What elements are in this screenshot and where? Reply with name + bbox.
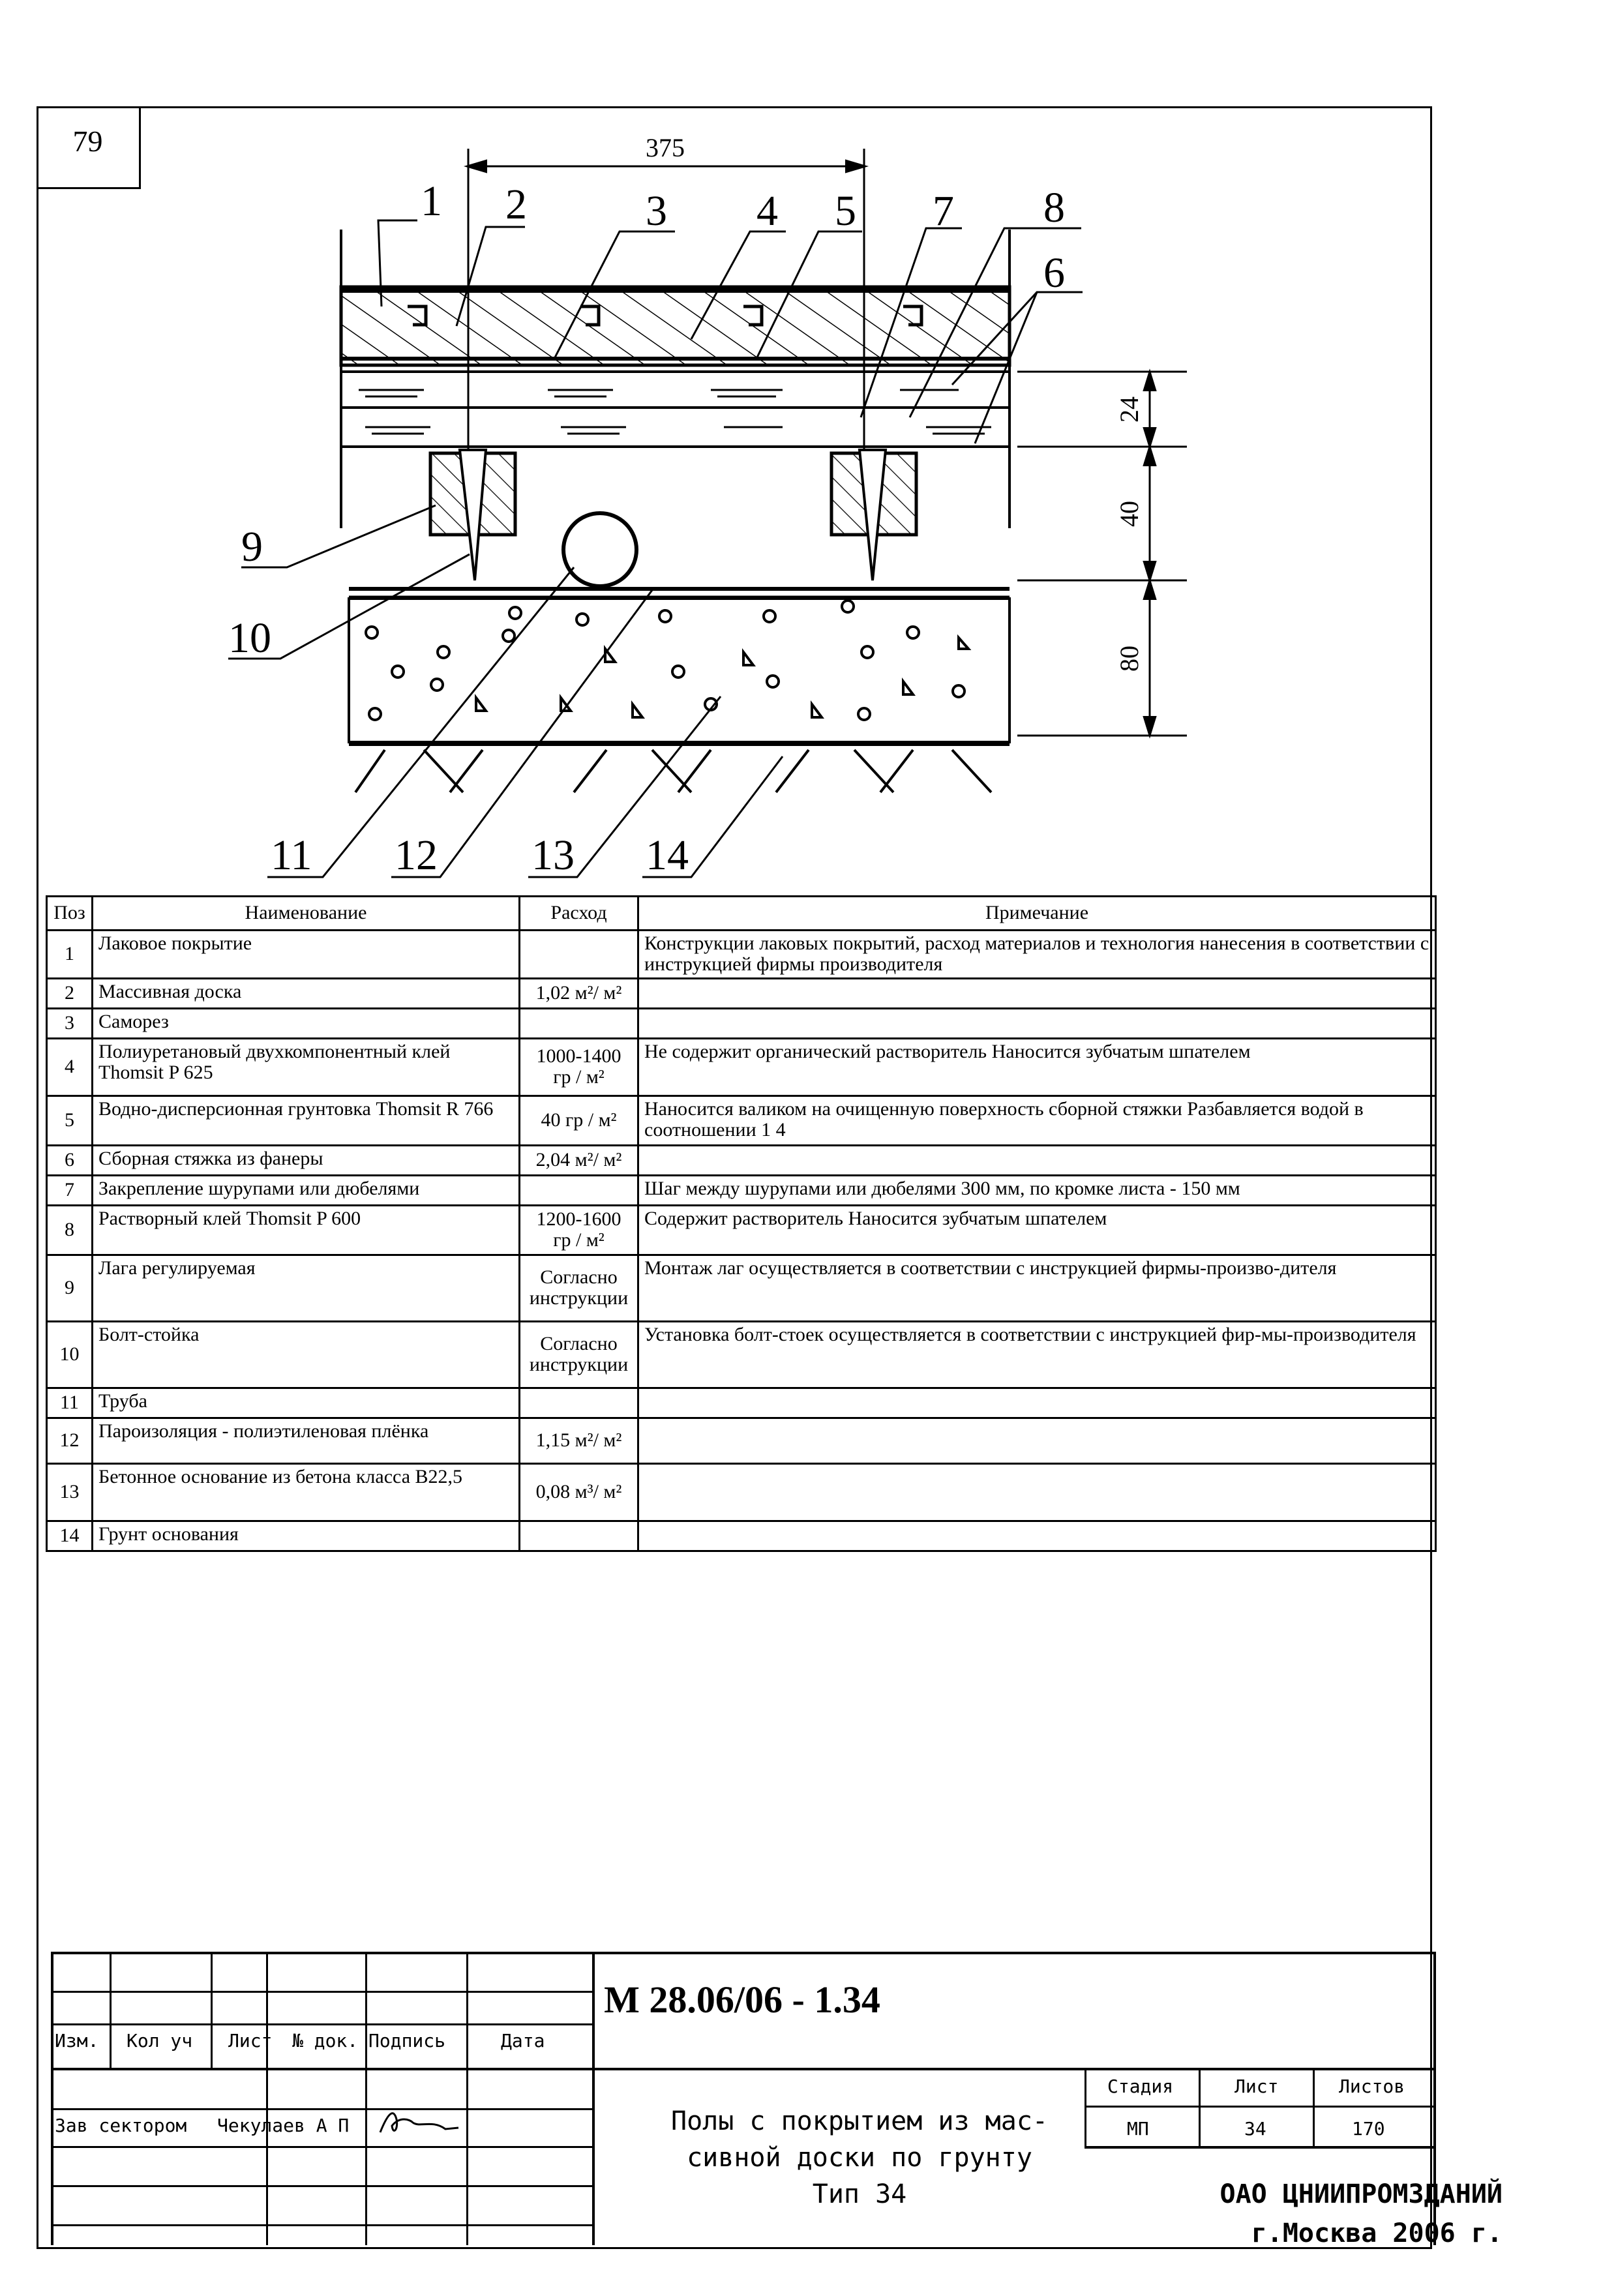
cell-name: Бетонное основание из бетона класса В22,5 [93, 1463, 520, 1521]
sheets-label: Листов [1339, 2076, 1405, 2097]
plywood-screed-layer [341, 372, 1010, 447]
cell-rate: 0,08 м³/ м² [520, 1463, 638, 1521]
cell-rate: Согласно инструкции [520, 1321, 638, 1388]
cell-rate: Согласно инструкции [520, 1255, 638, 1321]
cell-name: Закрепление шурупами или дюбелями [93, 1175, 520, 1205]
callout-10: 10 [228, 614, 271, 662]
table-row [47, 1145, 1436, 1175]
cell-pos: 3 [47, 1008, 93, 1038]
cell-name: Полиуретановый двухкомпонентный клей Thomsit P 625 [93, 1038, 520, 1096]
header-note: Примечание [638, 897, 1436, 931]
callout-13: 13 [531, 831, 575, 879]
dimension-375: 375 [646, 133, 685, 162]
org-name: ОАО ЦНИИПРОМЗДАНИЙ [1219, 2179, 1503, 2209]
cell-note: Конструкции лаковых покрытий, расход материалов и технология нанесения в соответствии с инструкцией фирмы производителя [638, 931, 1436, 979]
col-list: Лист [228, 2030, 273, 2051]
cell-pos: 4 [47, 1038, 93, 1096]
table-row [47, 1463, 1436, 1521]
cell-pos: 1 [47, 931, 93, 979]
cell-name: Труба [93, 1388, 520, 1418]
callout-1: 1 [421, 177, 442, 225]
callout-11: 11 [271, 831, 312, 879]
concrete-base [349, 599, 1010, 742]
cell-note [638, 1145, 1436, 1175]
callout-12: 12 [395, 831, 438, 879]
table-row [47, 1388, 1436, 1418]
cell-note [638, 1008, 1436, 1038]
cell-name: Сборная стяжка из фанеры [93, 1145, 520, 1175]
sheet-label: Лист [1234, 2076, 1279, 2097]
leader-9 [241, 505, 436, 567]
callout-2: 2 [505, 181, 527, 228]
callout-3: 3 [646, 187, 667, 235]
cell-pos: 2 [47, 978, 93, 1008]
cell-name: Лага регулируемая [93, 1255, 520, 1321]
cell-pos: 5 [47, 1096, 93, 1145]
organization [1088, 2175, 1503, 2253]
cell-rate [520, 931, 638, 979]
dimension-24: 24 [1115, 396, 1144, 423]
table-row [47, 1175, 1436, 1205]
cell-rate: 1,15 м²/ м² [520, 1418, 638, 1463]
dimension-40: 40 [1115, 501, 1144, 527]
table-row [47, 1008, 1436, 1038]
table-row [47, 1255, 1436, 1321]
cell-rate: 1,02 м²/ м² [520, 978, 638, 1008]
cell-note: Монтаж лаг осуществляется в соответствии с инструкцией фирмы-произво-дителя [638, 1255, 1436, 1321]
person-name: Чекулаев А П [217, 2115, 350, 2136]
cell-note [638, 1521, 1436, 1551]
cell-note: Шаг между шурупами или дюбелями 300 мм, по кромке листа - 150 мм [638, 1175, 1436, 1205]
cell-pos: 6 [47, 1145, 93, 1175]
table-row [47, 1096, 1436, 1145]
title-line-3: Тип 34 [812, 2179, 907, 2209]
org-city-year: г.Москва 2006 г. [1251, 2218, 1503, 2248]
cell-name: Грунт основания [93, 1521, 520, 1551]
cell-name: Растворный клей Thomsit P 600 [93, 1205, 520, 1255]
cell-note [638, 978, 1436, 1008]
table-row [47, 1418, 1436, 1463]
cell-rate: 1000-1400 гр / м² [520, 1038, 638, 1096]
callout-14: 14 [646, 831, 689, 879]
header-name: Наименование [93, 897, 520, 931]
cell-pos: 9 [47, 1255, 93, 1321]
signature [374, 2103, 465, 2142]
col-ndok: № док. [292, 2030, 359, 2051]
cell-name: Водно-дисперсионная грунтовка Thomsit R 766 [93, 1096, 520, 1145]
table-row [47, 978, 1436, 1008]
cell-note: Содержит растворитель Наносится зубчатым шпателем [638, 1205, 1436, 1255]
cell-note [638, 1418, 1436, 1463]
cell-name: Пароизоляция - полиэтиленовая плёнка [93, 1418, 520, 1463]
cell-rate [520, 1388, 638, 1418]
drawing-title [592, 2103, 1127, 2213]
table-row [47, 1205, 1436, 1255]
col-izm: Изм. [55, 2030, 99, 2051]
stage-label: Стадия [1107, 2076, 1174, 2097]
cell-rate: 2,04 м²/ м² [520, 1145, 638, 1175]
table-row [47, 1038, 1436, 1096]
table-row [47, 931, 1436, 979]
callout-5: 5 [835, 187, 856, 235]
cell-pos: 14 [47, 1521, 93, 1551]
callout-8: 8 [1043, 184, 1065, 231]
cell-pos: 13 [47, 1463, 93, 1521]
title-line-2: сивной доски по грунту [687, 2143, 1032, 2173]
cell-note: Наносится валиком на очищенную поверхность сборной стяжки Разбавляется водой в соотношении 1 4 [638, 1096, 1436, 1145]
cell-rate [520, 1008, 638, 1038]
document-code: М 28.06/06 - 1.34 [604, 1978, 880, 2021]
cell-name: Массивная доска [93, 978, 520, 1008]
cell-rate: 40 гр / м² [520, 1096, 638, 1145]
col-podpis: Подпись [368, 2030, 446, 2051]
header-pos: Поз [47, 897, 93, 931]
cell-name: Болт-стойка [93, 1321, 520, 1388]
title-block [51, 1952, 1503, 2248]
cell-name: Саморез [93, 1008, 520, 1038]
title-line-1: Полы с покрытием из мас- [671, 2106, 1048, 2136]
sheet-number: 79 [72, 125, 103, 158]
cell-rate: 1200-1600 гр / м² [520, 1205, 638, 1255]
callout-9: 9 [241, 523, 263, 571]
callout-4: 4 [756, 187, 778, 235]
stage-value: МП [1127, 2118, 1149, 2139]
specification-table [46, 895, 1437, 1552]
cell-note: Не содержит органический растворитель Наносится зубчатым шпателем [638, 1038, 1436, 1096]
header-rate: Расход [520, 897, 638, 931]
sheet-value: 34 [1244, 2118, 1266, 2139]
cell-rate [520, 1175, 638, 1205]
pipe [563, 513, 636, 586]
col-data: Дата [501, 2030, 545, 2051]
cell-name: Лаковое покрытие [93, 931, 520, 979]
cell-note [638, 1388, 1436, 1418]
table-row [47, 1321, 1436, 1388]
cell-rate [520, 1521, 638, 1551]
callout-6: 6 [1043, 249, 1065, 297]
cell-note [638, 1463, 1436, 1521]
cell-pos: 10 [47, 1321, 93, 1388]
col-kol-uch: Кол уч [127, 2030, 193, 2051]
cell-pos: 8 [47, 1205, 93, 1255]
table-row [47, 1521, 1436, 1551]
cell-pos: 12 [47, 1418, 93, 1463]
floor-section-drawing [0, 0, 1616, 913]
cell-pos: 7 [47, 1175, 93, 1205]
sheets-value: 170 [1352, 2118, 1385, 2139]
dimension-80: 80 [1115, 646, 1144, 672]
callout-7: 7 [933, 187, 954, 235]
cell-pos: 11 [47, 1388, 93, 1418]
role-label: Зав сектором [55, 2115, 187, 2136]
cell-note: Установка болт-стоек осуществляется в соответствии с инструкцией фир-мы-производителя [638, 1321, 1436, 1388]
